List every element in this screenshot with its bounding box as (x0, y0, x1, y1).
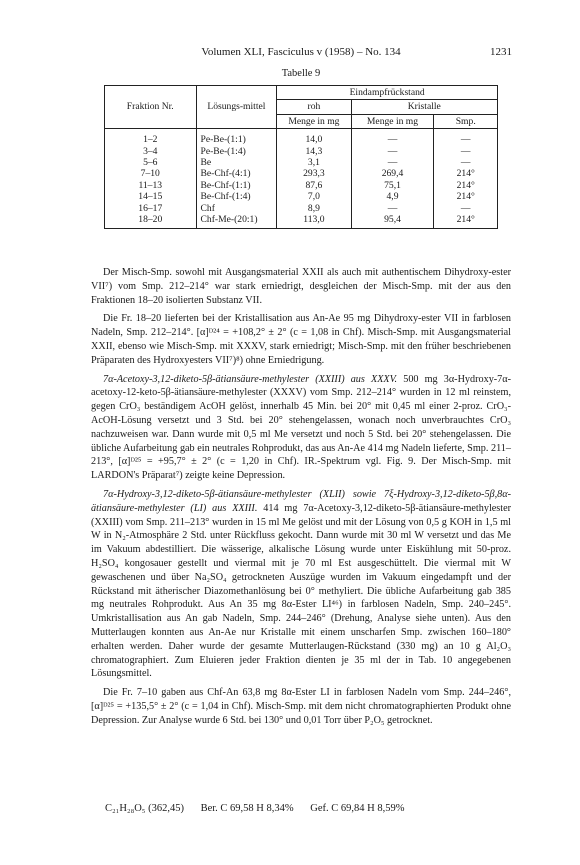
table-row (105, 180, 498, 191)
cell-fraktion: 3–4 (105, 146, 197, 157)
header-loesungsmittel: Lösungs-mittel (196, 86, 277, 129)
paragraph-xlii-li (91, 488, 511, 681)
cell-smp: — (434, 203, 498, 214)
cell-smp: — (434, 129, 498, 146)
cell-smp: 214° (434, 180, 498, 191)
cell-fraktion: 7–10 (105, 168, 197, 179)
cell-kristalle: — (351, 129, 434, 146)
found-values: Gef. C 69,84 H 8,59% (310, 803, 405, 814)
table-row (105, 168, 498, 179)
table-row (105, 191, 498, 202)
cell-roh: 8,9 (277, 203, 351, 214)
header-menge-roh: Menge in mg (277, 114, 351, 128)
cell-fraktion: 1–2 (105, 129, 197, 146)
paragraph-xxiii (91, 373, 511, 483)
table-row (105, 157, 498, 168)
cell-roh: 14,0 (277, 129, 351, 146)
cell-loesungsmittel: Pe-Be-(1:4) (196, 146, 277, 157)
cell-kristalle: 95,4 (351, 214, 434, 229)
cell-kristalle: 4,9 (351, 191, 434, 202)
header-roh: roh (277, 100, 351, 114)
cell-roh: 87,6 (277, 180, 351, 191)
header-fraktion: Fraktion Nr. (105, 86, 197, 129)
cell-fraktion: 11–13 (105, 180, 197, 191)
cell-fraktion: 18–20 (105, 214, 197, 229)
paragraph-xxiii-text: 500 mg 3α-Hydroxy-7α-acetoxy-12-keto-5β-ätiansäure-methylester (XXXV) vom Smp. 212–214° wurden in 12 ml reinstem, gegen CrO₃ beständigem AcOH gelöst, innerhalb 45 Min. bei 20° mit 0,45 ml einer 2-proz. CrO₃-AcOH-Lösung versetzt und 3 Std. bei 20° stehengelassen, wonach noch unverbrauchtes CrO₃ nachzuweisen war. Dann wurde mit 0,5 ml Me versetzt und noch 5 Std. bei 20° stehengelassen. Die übliche Aufarbeitung gab ein neutrales Rohprodukt, das aus An-Ae 414 mg Nadeln lieferte, Smp. 211–213°, [α]ᴰ²⁵ = +95,7° ± 2° (c = 1,20 in Chf). IR.-Spektrum vgl. Fig. 9. Der Misch-Smp. mit LARDON's Präparat⁷) zeigte keine Depression. (91, 373, 512, 482)
table-row (105, 203, 498, 214)
cell-fraktion: 16–17 (105, 203, 197, 214)
cell-fraktion: 14–15 (105, 191, 197, 202)
cell-roh: 293,3 (277, 168, 351, 179)
cell-loesungsmittel: Chf-Me-(20:1) (196, 214, 277, 229)
cell-smp: 214° (434, 168, 498, 179)
header-eindampfrueckstand: Eindampfrückstand (277, 86, 498, 100)
table-row (105, 129, 498, 146)
paragraph-fractions-7-10: Die Fr. 7–10 gaben aus Chf-An 63,8 mg 8α-Ester LI in farblosen Nadeln vom Smp. 244–246°, [α]ᴰ²⁵ = +135,5° ± 2° (c = 1,04 in Chf). Misch-Smp. mit dem nicht chromatographierten Produkt ohne Depression. Zur Analyse wurde 6 Std. bei 130° und 0,01 Torr über P₂O₅ getrocknet. (91, 687, 511, 726)
section-heading-xxiii: 7α-Acetoxy-3,12-diketo-5β-ätiansäure-methylester (XXIII) aus XXXV. (103, 373, 398, 385)
molecular-formula: C₂₁H₂₈O₅ (362,45) (105, 803, 184, 814)
running-title: Volumen XLI, Fasciculus v (1958) – No. 134 (201, 46, 401, 58)
page-number: 1231 (490, 46, 512, 58)
article-body (91, 266, 511, 733)
header-kristalle: Kristalle (351, 100, 497, 114)
elemental-analysis (105, 803, 485, 814)
cell-fraktion: 5–6 (105, 157, 197, 168)
cell-loesungsmittel: Pe-Be-(1:1) (196, 129, 277, 146)
cell-roh: 113,0 (277, 214, 351, 229)
cell-loesungsmittel: Be-Chf-(1:4) (196, 191, 277, 202)
table-row (105, 146, 498, 157)
cell-kristalle: — (351, 146, 434, 157)
cell-smp: 214° (434, 214, 498, 229)
paragraph-xlii-li-text: 414 mg 7α-Acetoxy-3,12-diketo-5β-ätiansäure-methylester (XXIII) vom Smp. 211–213° wurden in 15 ml Me gelöst und mit der Lösung von 0,5 g KOH in 1,5 ml W in N₂-Atmosphäre 2 Std. unter Rückfluss gekocht. Dann wurde mit 30 ml W versetzt und das Me im Vakuum abdestilliert. Die wässerige, alkalische Lösung wurde unter Eiskühlung mit 50-proz. H₂SO₄ kongosauer gestellt und viermal mit je 70 ml Est ausgeschüttelt. Die viermal mit W gewaschenen und über Na₂SO₄ getrockneten Auszüge wurden im Vakuum eingedampft und der Rückstand mit ätherischer Diazomethanlösung bei 0° methyliert. Die übliche Aufarbeitung gab 385 mg neutrales Rohprodukt. Aus An 35 mg 8α-Ester LI⁴⁶) in farblosen Nadeln, Smp. 240–245°. Umkristallisation aus An gab Nadeln, Smp. 244–246° (Drehung, Analyse siehe unten). Aus den Mutterlaugen konnten aus An-Ae nur Kristalle mit einem unscharfen Smp. zwischen 160–180° erhalten werden. Daher wurde der gesamte Mutterlaugen-Rückstand (330 mg) an 10 g Al₂O₃ chromatographiert. Zum Eluieren jeder Fraktion dienten je 35 ml der in Tab. 10 angegebenen Lösungsmittel. (91, 502, 512, 680)
cell-smp: — (434, 146, 498, 157)
table-row (105, 214, 498, 229)
table-body (105, 129, 498, 229)
table-caption: Tabelle 9 (281, 68, 321, 79)
cell-loesungsmittel: Be (196, 157, 277, 168)
header-menge-kristalle: Menge in mg (351, 114, 434, 128)
cell-roh: 3,1 (277, 157, 351, 168)
cell-loesungsmittel: Be-Chf-(1:1) (196, 180, 277, 191)
cell-loesungsmittel: Chf (196, 203, 277, 214)
cell-roh: 14,3 (277, 146, 351, 157)
cell-kristalle: — (351, 203, 434, 214)
cell-smp: 214° (434, 191, 498, 202)
section-heading-xlii-li: 7α-Hydroxy-3,12-diketo-5β-ätiansäure-methylester (XLII) sowie 7ξ-Hydroxy-3,12-diketo-5β,8α-ätiansäure-methylester (LI) aus XXIII. (91, 488, 511, 514)
cell-kristalle: — (351, 157, 434, 168)
calculated-values: Ber. C 69,58 H 8,34% (200, 803, 294, 814)
fraction-table (104, 85, 498, 229)
cell-loesungsmittel: Be-Chf-(4:1) (196, 168, 277, 179)
paragraph-misch-smp: Der Misch-Smp. sowohl mit Ausgangsmaterial XXII als auch mit authentischem Dihydroxy-ester VII⁷) vom Smp. 212–214° war stark erniedrigt, desgleichen der Misch-Smp. mit der aus den Fraktionen 18–20 isolierten Substanz VII. (91, 267, 511, 306)
cell-kristalle: 75,1 (351, 180, 434, 191)
cell-roh: 7,0 (277, 191, 351, 202)
paragraph-fractions-18-20: Die Fr. 18–20 lieferten bei der Kristallisation aus An-Ae 95 mg Dihydroxy-ester VII in farblosen Nadeln, Smp. 212–214°. [α]ᴰ²⁴ = +108,2° ± 2° (c = 1,08 in Chf). Misch-Smp. mit Ausgangsmaterial XXII, ebenso wie Misch-Smp. mit XXXV, stark erniedrigt; Misch-Smp. mit den früher beschriebenen Präparaten des Hydroxyesters VII⁷)⁸) ohne Erniedrigung. (91, 313, 511, 366)
cell-smp: — (434, 157, 498, 168)
cell-kristalle: 269,4 (351, 168, 434, 179)
header-smp: Smp. (434, 114, 498, 128)
